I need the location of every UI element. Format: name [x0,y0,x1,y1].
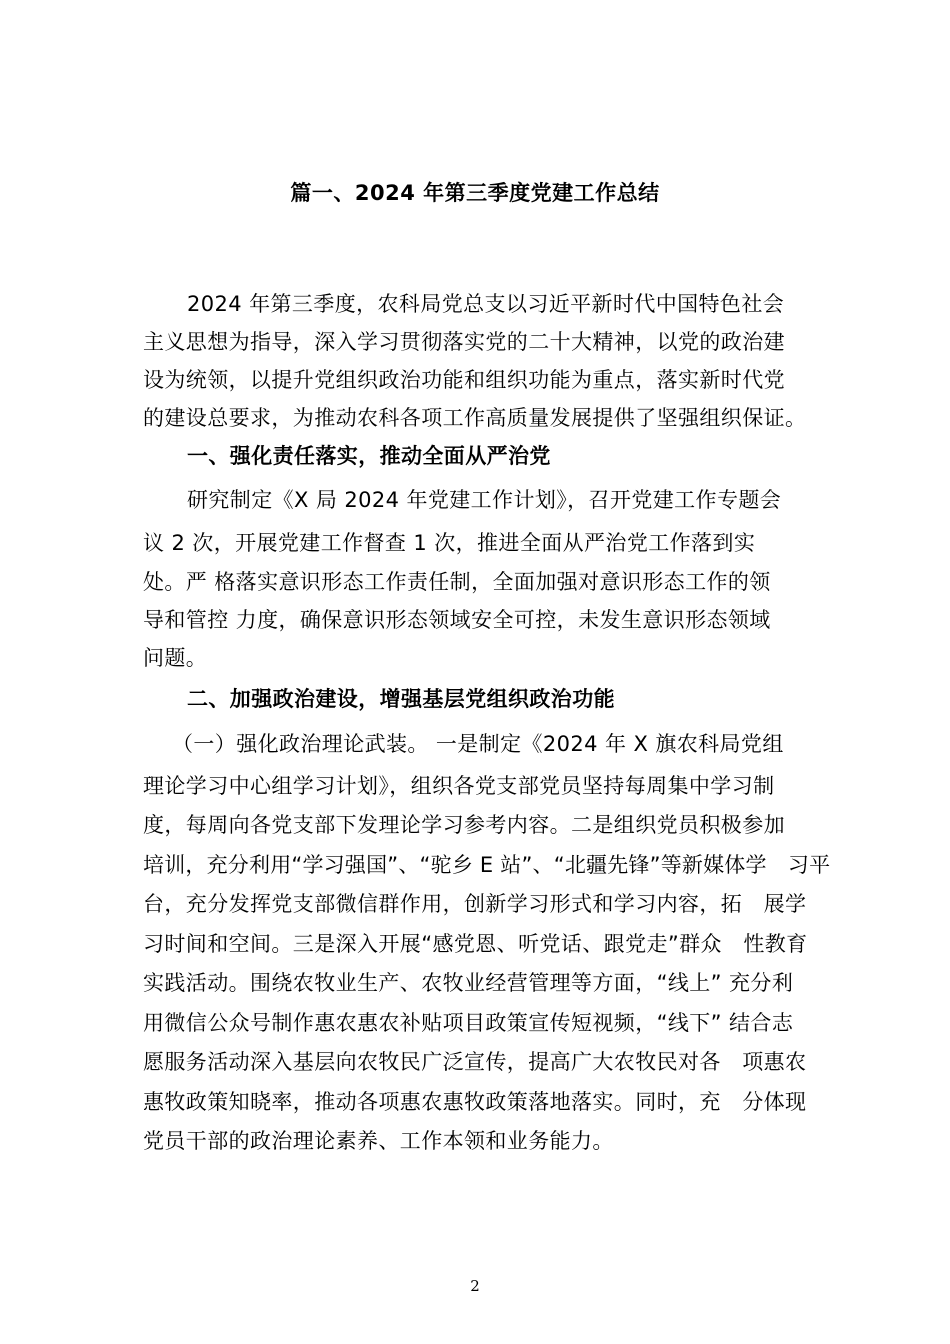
paragraph-line: 度，每周向各党支部下发理论学习参考内容。二是组织党员积极参加 [143,813,785,837]
paragraph-line: 用微信公众号制作惠农惠农补贴项目政策宣传短视频，“线下” 结合志 [143,1011,794,1035]
paragraph-line: 实践活动。围绕农牧业生产、农牧业经营管理等方面，“线上” 充分利 [143,971,794,995]
paragraph-line: 惠牧政策知晓率，推动各项惠农惠牧政策落地落实。同时，充 分体现 [143,1090,807,1114]
document-title: 篇一、2024 年第三季度党建工作总结 [290,181,660,205]
page-number: 2 [470,1277,480,1295]
paragraph-line: （一）强化政治理论武装。 一是制定《2024 年 X 旗农科局党组 [172,732,784,756]
paragraph-line: 培训，充分利用“学习强国”、“驼乡 E 站”、“北疆先锋”等新媒体学 习平 [143,853,831,877]
paragraph-line: 议 2 次，开展党建工作督查 1 次，推进全面从严治党工作落到实 [143,531,756,555]
section-heading: 二、加强政治建设，增强基层党组织政治功能 [187,687,615,711]
paragraph-line: 习时间和空间。三是深入开展“感党恩、听党话、跟党走”群众 性教育 [143,932,808,956]
paragraph-line: 台，充分发挥党支部微信群作用，创新学习形式和学习内容，拓 展学 [143,892,807,916]
paragraph-line: 研究制定《X 局 2024 年党建工作计划》，召开党建工作专题会 [187,488,782,512]
paragraph-line: 主义思想为指导，深入学习贯彻落实党的二十大精神，以党的政治建 [143,330,785,354]
paragraph-line: 愿服务活动深入基层向农牧民广泛宣传，提高广大农牧民对各 项惠农 [143,1050,807,1074]
paragraph-line: 2024 年第三季度，农科局党总支以习近平新时代中国特色社会 [187,292,785,316]
section-heading: 一、强化责任落实，推动全面从严治党 [187,444,551,468]
paragraph-line: 问题。 [143,646,208,670]
paragraph-line: 理论学习中心组学习计划》，组织各党支部党员坚持每周集中学习制 [143,774,775,798]
paragraph-line: 党员干部的政治理论素养、工作本领和业务能力。 [143,1129,614,1153]
paragraph-line: 处。严 格落实意识形态工作责任制，全面加强对意识形态工作的领 [143,570,771,594]
paragraph-line: 导和管控 力度，确保意识形态领域安全可控，未发生意识形态领域 [143,608,771,632]
paragraph-line: 的建设总要求，为推动农科各项工作高质量发展提供了坚强组织保证。 [143,406,807,430]
paragraph-line: 设为统领，以提升党组织政治功能和组织功能为重点，落实新时代党 [143,368,785,392]
